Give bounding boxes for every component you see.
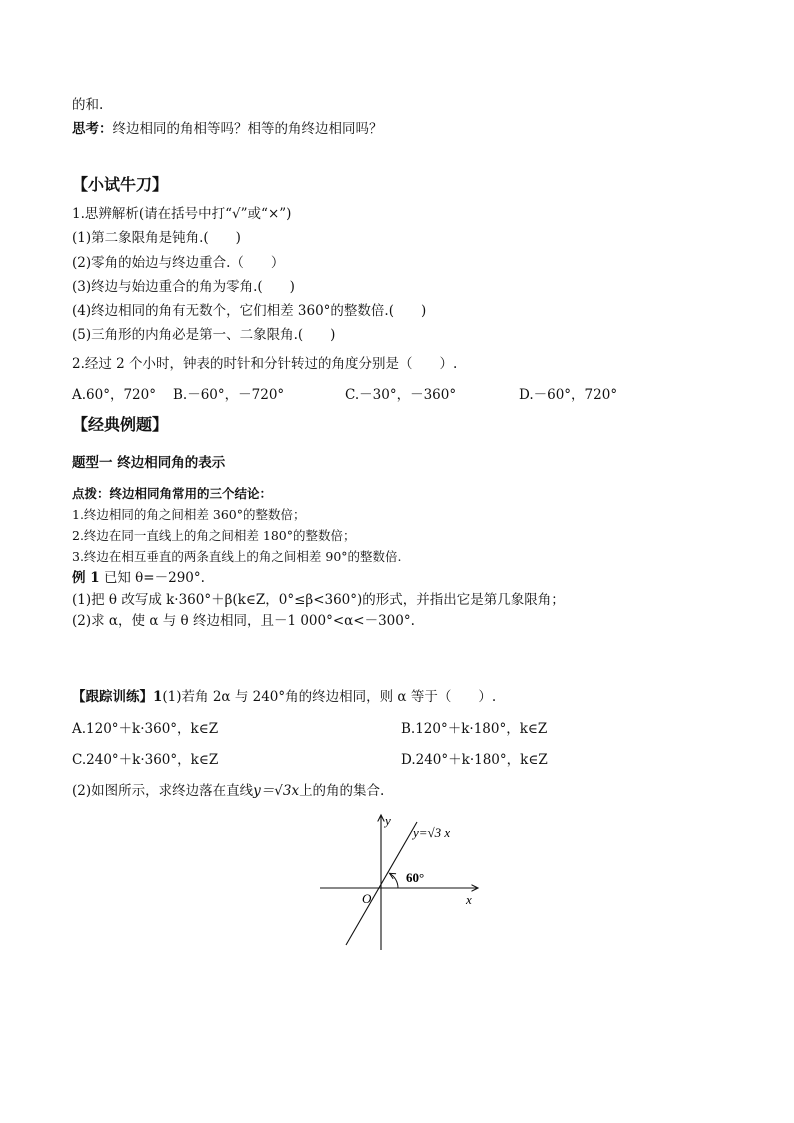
origin-label: O — [362, 891, 372, 906]
trial-q2-option-b: B.－60°，－720° — [173, 387, 285, 403]
tip-title: 点拨：终边相同角常用的三个结论： — [72, 486, 273, 501]
trial-item-5: (5)三角形的内角必是第一、二象限角.( ) — [72, 327, 336, 343]
intro-tail: 的和. — [72, 97, 104, 113]
trial-q2: 2.经过 2 个小时，钟表的时针和分针转过的角度分别是（ ）. — [72, 356, 458, 372]
trial-item-3: (3)终边与始边重合的角为零角.( ) — [72, 279, 295, 295]
trial-heading: 【小试牛刀】 — [72, 175, 169, 194]
angle-arc — [390, 873, 399, 888]
coordinate-figure — [310, 805, 490, 955]
example-1-label: 例 1 — [72, 570, 100, 586]
practice-q1 — [72, 688, 496, 706]
type1-title: 题型一 终边相同角的表示 — [72, 455, 226, 471]
trial-item-1: (1)第二象限角是钝角.( ) — [72, 230, 241, 246]
practice-q2-prefix: (2)如图所示，求终边落在直线 — [72, 783, 254, 799]
x-axis-label: x — [466, 892, 472, 907]
practice-q2 — [72, 782, 384, 800]
practice-q2-equation: y＝√3x — [253, 783, 300, 799]
line-label: y=√3 x — [413, 825, 451, 840]
think-text: 终边相同的角相等吗？相等的角终边相同吗？ — [112, 121, 383, 137]
example-1-text: 已知 θ=－290°. — [103, 570, 205, 586]
practice-option-c: C.240°＋k·360°，k∈Z — [72, 752, 219, 768]
practice-option-b: B.120°＋k·180°，k∈Z — [401, 721, 548, 737]
practice-q1-text: (1)若角 2α 与 240°角的终边相同，则 α 等于（ ）. — [162, 689, 497, 705]
think-label: 思考： — [72, 121, 113, 137]
tip-1: 1.终边相同的角之间相差 360°的整数倍； — [72, 507, 306, 522]
trial-q2-option-c: C.－30°，－360° — [345, 387, 457, 403]
examples-heading: 【经典例题】 — [72, 415, 169, 434]
trial-item-4: (4)终边相同的角有无数个，它们相差 360°的整数倍.( ) — [72, 303, 427, 319]
trial-q2-option-d: D.－60°，720° — [519, 387, 618, 403]
angle-label: 60° — [406, 870, 425, 885]
trial-q2-option-a: A.60°，720° — [72, 387, 156, 403]
trial-item-2: (2)零角的始边与终边重合.（ ） — [72, 255, 285, 271]
trial-q1-title: 1.思辨解析(请在括号中打“√”或“×”) — [72, 206, 292, 222]
y-axis-label: y — [385, 813, 391, 828]
example-1-part-2: (2)求 α，使 α 与 θ 终边相同，且－1 000°<α<－300°. — [72, 613, 415, 629]
practice-option-a: A.120°＋k·360°，k∈Z — [72, 721, 219, 737]
think-line — [72, 120, 383, 138]
tip-3: 3.终边在相互垂直的两条直线上的角之间相差 90°的整数倍. — [72, 549, 402, 564]
practice-option-d: D.240°＋k·180°，k∈Z — [401, 752, 548, 768]
practice-label: 【跟踪训练】1 — [72, 689, 163, 705]
example-1 — [72, 569, 205, 587]
practice-q2-suffix: 上的角的集合. — [299, 783, 385, 799]
example-1-part-1: (1)把 θ 改写成 k·360°＋β(k∈Z，0°≤β<360°)的形式，并指出它是第几象限角； — [72, 592, 565, 608]
tip-2: 2.终边在同一直线上的角之间相差 180°的整数倍； — [72, 528, 356, 543]
